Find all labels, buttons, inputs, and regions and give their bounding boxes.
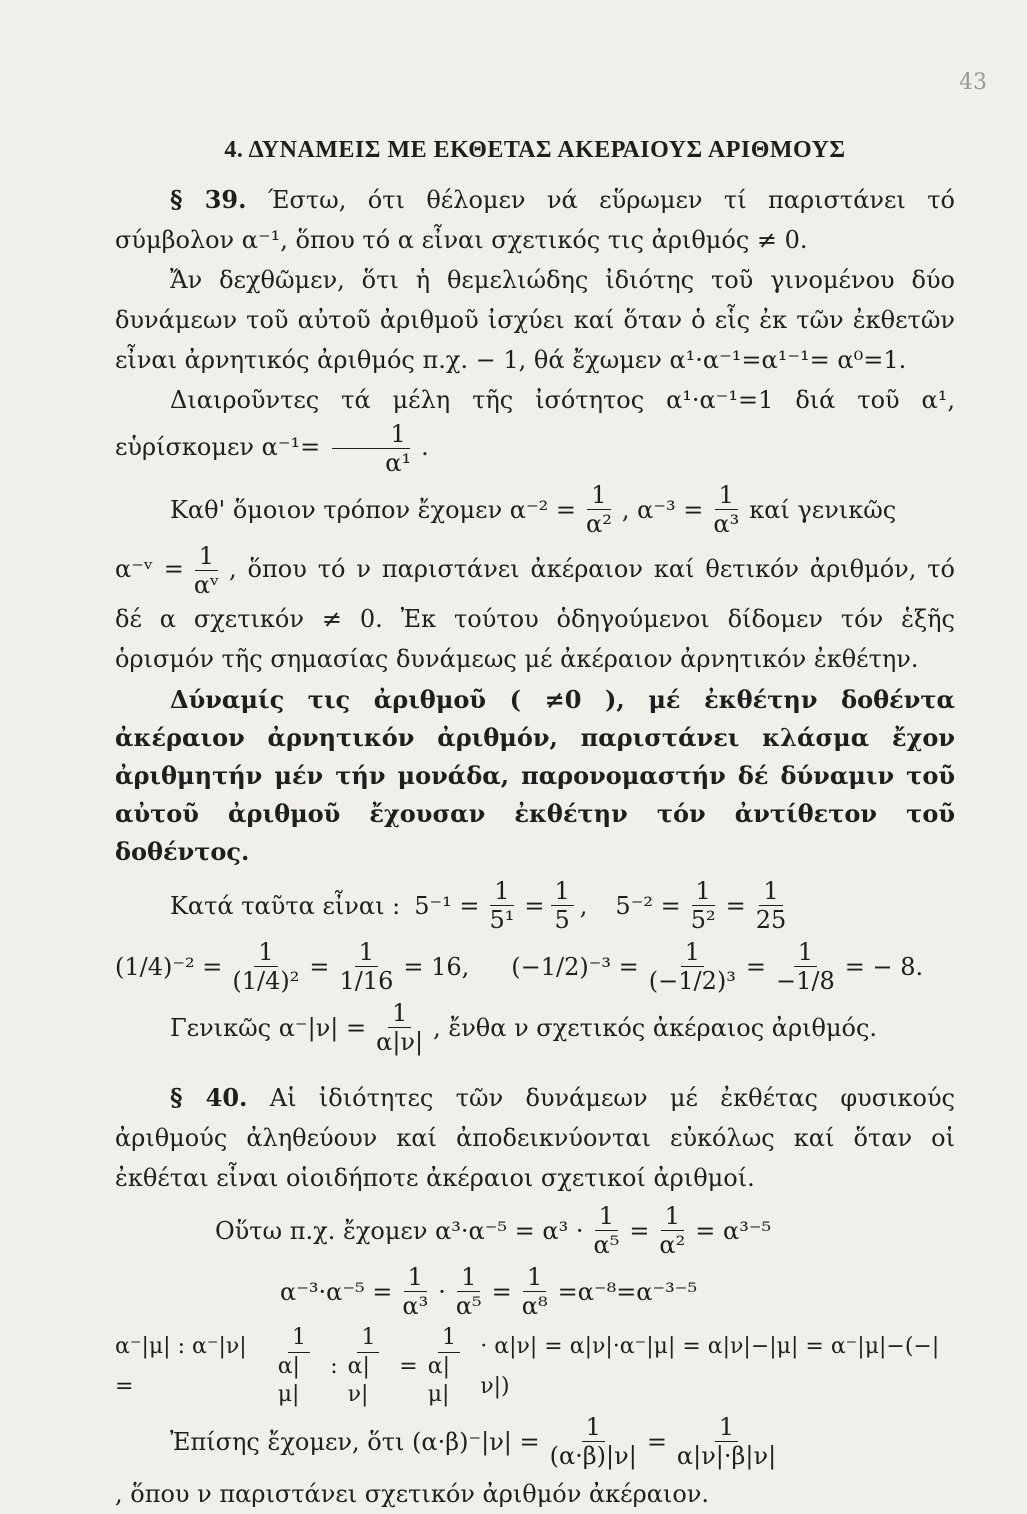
l1-f2-num: 1 <box>661 1202 684 1231</box>
examples-line-1: Κατά ταῦτα εἶναι : 5⁻¹ = $\frac{1}{\text{5¹}}$ = $\frac{1}{5}$ , 5⁻² = $\frac{1}{\text{5²}}$ = $\frac{1}{25}$ <box>115 877 955 934</box>
l3-fraction-1 <box>274 1324 325 1409</box>
l3-fraction-2 <box>344 1324 394 1409</box>
l3-f2-den: α|ν| <box>347 1354 370 1407</box>
l4-f1-num: 1 <box>582 1413 605 1442</box>
l1-f1-den: α⁵ <box>593 1231 620 1259</box>
ex1-fraction-2 <box>551 877 574 934</box>
l2-c: =α⁻⁸=α⁻³⁻⁵ <box>557 1277 698 1306</box>
l1-fraction-1 <box>589 1202 623 1259</box>
l1-a: Οὕτω π.χ. ἔχομεν α³·α⁻⁵ = α³ · <box>215 1216 584 1245</box>
l2-f3-den: α⁸ <box>521 1292 548 1320</box>
p5-text: , ὅπου τό ν παριστάνει ἀκέραιον καί θετικόν ἀριθμόν, τό δέ α σχετικόν ≠ 0. Ἐκ τούτου ὁδηγούμενοι δίδομεν τόν ἑξῆς ὁρισμόν τῆς σημασίας δυνάμεως μέ ἀκέραιον ἀρνητικόν ἐκθέτην. <box>115 555 955 673</box>
l4-fraction-2 <box>673 1413 780 1470</box>
ex4-f1-den: (−1/2)³ <box>648 967 736 995</box>
gen-left: Γενικῶς α⁻|ν| = <box>170 1013 367 1042</box>
l3-f1-num: 1 <box>288 1324 310 1353</box>
ex3-left: (1/4)⁻² = <box>115 952 223 981</box>
ex2-f1-den: 5² <box>690 906 716 934</box>
ex1-fraction-1 <box>486 877 519 934</box>
ex2-fraction-2 <box>752 877 791 934</box>
p4-b: , α⁻³ = <box>621 495 704 524</box>
ex3-f2-num: 1 <box>355 938 378 967</box>
p5-left: α⁻ᵛ = <box>115 555 184 583</box>
s40-line-3: α⁻|μ| : α⁻|ν| = $\frac{1}{\alpha|\mu|}$ : $\frac{1}{\alpha|\nu|}$ = $\frac{1}{\alpha|\mu|}$ · α|ν| = α|ν|·α⁻|μ| = α|ν|−|μ| = α⁻|μ|−(−|ν|) <box>115 1324 955 1409</box>
l3-f3-den: α|μ| <box>427 1354 451 1407</box>
p5-den: αᵛ <box>193 571 219 599</box>
s39-paragraph-2: Ἄν δεχθῶμεν, ὅτι ἡ θεμελιώδης ἰδιότης τοῦ γινομένου δύο δυνάμεων τοῦ αὐτοῦ ἀριθμοῦ ἰσχύει καί ὅταν ὁ εἷς ἐκ τῶν ἐκθετῶν εἶναι ἀρνητικός ἀριθμός π.χ. − 1, θά ἔχωμεν α¹·α⁻¹=α¹⁻¹= α⁰=1. <box>115 266 955 374</box>
l4-a: Ἐπίσης ἔχομεν, ὅτι (α·β)⁻|ν| = <box>170 1427 540 1456</box>
ex3-fraction-1 <box>228 938 303 995</box>
ex3-fraction-2 <box>335 938 397 995</box>
p4-fraction-2 <box>709 481 743 538</box>
ex4-f2-num: 1 <box>794 938 817 967</box>
l3-f2-num: 1 <box>357 1324 379 1353</box>
l3-f3-num: 1 <box>438 1324 460 1353</box>
ex4-f1-num: 1 <box>681 938 704 967</box>
l1-f1-num: 1 <box>595 1202 618 1231</box>
p4-f1-den: α² <box>586 510 612 538</box>
ex3-result: = 16, <box>403 952 470 981</box>
ex3-f1-num: 1 <box>254 938 277 967</box>
ex4-fraction-1 <box>645 938 740 995</box>
p4-f2-den: α³ <box>713 510 740 538</box>
ex1-f1-den: 5¹ <box>489 906 515 934</box>
gen-fraction <box>372 999 427 1056</box>
l4-f1-den: (α·β)|ν| <box>549 1442 637 1470</box>
s39-paragraph-5 <box>115 542 955 679</box>
l4-f2-num: 1 <box>715 1413 738 1442</box>
l1-fraction-2 <box>655 1202 689 1259</box>
eq1-den: α¹ <box>385 449 412 477</box>
l4-f2-den: α|ν|·β|ν| <box>676 1442 777 1470</box>
ex2-f2-num: 1 <box>759 877 782 906</box>
p4-f1-num: 1 <box>587 481 610 510</box>
l3-fraction-3 <box>424 1324 475 1409</box>
p5-fraction <box>190 542 223 599</box>
gen-den: α|ν| <box>376 1028 424 1056</box>
s39-paragraph-3 <box>115 380 955 477</box>
chapter-heading: 4. ΔΥΝΑΜΕΙΣ ΜΕ ΕΚΘΕΤΑΣ ΑΚΕΡΑΙΟΥΣ ΑΡΙΘΜΟΥΣ <box>224 137 846 163</box>
l3-c: · α|ν| = α|ν|·α⁻|μ| = α|ν|−|μ| = α⁻|μ|−(−|ν|) <box>480 1333 940 1399</box>
examples-line-2: (1/4)⁻² = $\frac{1}{\text{(1/4)²}}$ = $\frac{1}{1/16}$ = 16, (−1/2)⁻³ = $\frac{1}{\text{(−1/2)³}}$ = $\frac{1}{-1/8}$ = − 8. <box>115 938 924 995</box>
l3-a: α⁻|μ| : α⁻|ν| = <box>115 1333 247 1399</box>
l2-fraction-1 <box>398 1263 432 1320</box>
section-number-39: § 39. <box>170 185 247 214</box>
l2-fraction-2 <box>452 1263 486 1320</box>
s40-line-4: Ἐπίσης ἔχομεν, ὅτι (α·β)⁻|ν| = $\frac{1}{(\alpha\cdot\beta)|\nu|}$ = $\frac{1}{\alpha|\nu|\cdot\beta|\nu|}$ <box>115 1413 955 1470</box>
l1-f2-den: α² <box>659 1231 686 1259</box>
examples-label: Κατά ταῦτα εἶναι : <box>170 891 401 920</box>
ex2-f2-den: 25 <box>755 906 787 934</box>
ex3-f1-den: (1/4)² <box>232 967 300 995</box>
ex2-f1-num: 1 <box>692 877 715 906</box>
eq1-left: α⁻¹= <box>261 433 321 461</box>
ex4-left: (−1/2)⁻³ = <box>511 952 639 981</box>
l2-f2-num: 1 <box>457 1263 480 1292</box>
s39-p1-text: Έστω, ότι θέλομεν νά εὕρωμεν τί παριστάνει τό σύμβολον α⁻¹, ὅπου τό α εἶναι σχετικός τις ἀριθμός ≠ 0. <box>115 186 955 254</box>
s39-line-general <box>115 481 955 538</box>
ex1-left: 5⁻¹ = <box>414 891 480 920</box>
p4-a: Καθ' ὅμοιον τρόπον ἔχομεν α⁻² = <box>170 495 577 524</box>
equation-inverse: α⁻¹= $\frac{1}{\text{α¹}}$ . <box>261 420 429 477</box>
definition-rule: Δύναμίς τις ἀριθμοῦ ( ≠0 ), μέ ἐκθέτην δοθέντα ἀκέραιον ἀρνητικόν ἀριθμόν, παριστάνει κλάσμα ἔχον ἀριθμητήν μέν τήν μονάδα, παρονομαστήν δέ δύναμιν τοῦ αὐτοῦ ἀριθμοῦ ἔχουσαν ἐκθέτην τόν ἀντίθετον τοῦ δοθέντος. <box>115 685 955 866</box>
p4-c: καί γενικῶς <box>749 495 897 524</box>
l4-fraction-1 <box>546 1413 641 1470</box>
eq1-fraction <box>326 420 415 477</box>
s40-p1-text: Αἱ ἰδιότητες τῶν δυνάμεων μέ ἐκθέτας φυσικούς ἀριθμούς ἀληθεύουν καί ἀποδεικνύονται εὐκόλως καί ὅταν οἱ ἐκθέται εἶναι οἱοιδήποτε ἀκέραιοι σχετικοί ἀριθμοί. <box>115 1084 955 1192</box>
ex2-fraction-1 <box>687 877 720 934</box>
ex1-f2-den: 5 <box>554 906 570 934</box>
page-number: 43 <box>959 70 987 95</box>
section-number-40: § 40. <box>170 1083 248 1112</box>
s40-line-4-text: , ὅπου ν παριστάνει σχετικόν ἀριθμόν ἀκέραιον. <box>115 1480 709 1508</box>
l2-f1-num: 1 <box>404 1263 427 1292</box>
page-content <box>115 130 955 1514</box>
s39-p3-text: Διαιροῦντες τά μέλη τῆς ἰσότητος α¹·α⁻¹=1 διά τοῦ α¹, εὑρίσκομεν <box>115 386 955 461</box>
p5-num: 1 <box>195 542 218 571</box>
s40-line-1 <box>115 1202 955 1259</box>
l2-f1-den: α³ <box>402 1292 429 1320</box>
eq1-num: 1 <box>332 420 410 449</box>
ex1-f1-num: 1 <box>490 877 513 906</box>
l1-c: = α³⁻⁵ <box>695 1216 772 1245</box>
s40-line-2: α⁻³·α⁻⁵ = $\frac{1}{\text{α³}}$ · $\frac{1}{\text{α⁵}}$ = $\frac{1}{\text{α⁸}}$ =α⁻⁸=α⁻³⁻⁵ <box>280 1263 698 1320</box>
l2-f3-num: 1 <box>523 1263 546 1292</box>
ex4-f2-den: −1/8 <box>776 967 835 995</box>
p4-fraction-1 <box>582 481 616 538</box>
ex3-f2-den: 1/16 <box>339 967 394 995</box>
l2-a: α⁻³·α⁻⁵ = <box>280 1277 393 1306</box>
l2-f2-den: α⁵ <box>455 1292 482 1320</box>
s40-paragraph-1 <box>115 1078 955 1198</box>
ex4-result: = − 8. <box>844 952 924 981</box>
gen-text: , ἔνθα ν σχετικός ἀκέραιος ἀριθμός. <box>433 1013 878 1042</box>
p4-f2-num: 1 <box>715 481 738 510</box>
ex2-left: 5⁻² = <box>615 891 681 920</box>
l1-b: = <box>629 1216 650 1245</box>
p5-equation <box>115 542 229 599</box>
general-line <box>115 999 955 1056</box>
ex1-f2-num: 1 <box>551 877 574 906</box>
s39-paragraph-1 <box>115 180 955 260</box>
ex4-fraction-2 <box>772 938 839 995</box>
gen-num: 1 <box>388 999 411 1028</box>
l3-f1-den: α|μ| <box>277 1354 300 1407</box>
l2-fraction-3 <box>518 1263 552 1320</box>
